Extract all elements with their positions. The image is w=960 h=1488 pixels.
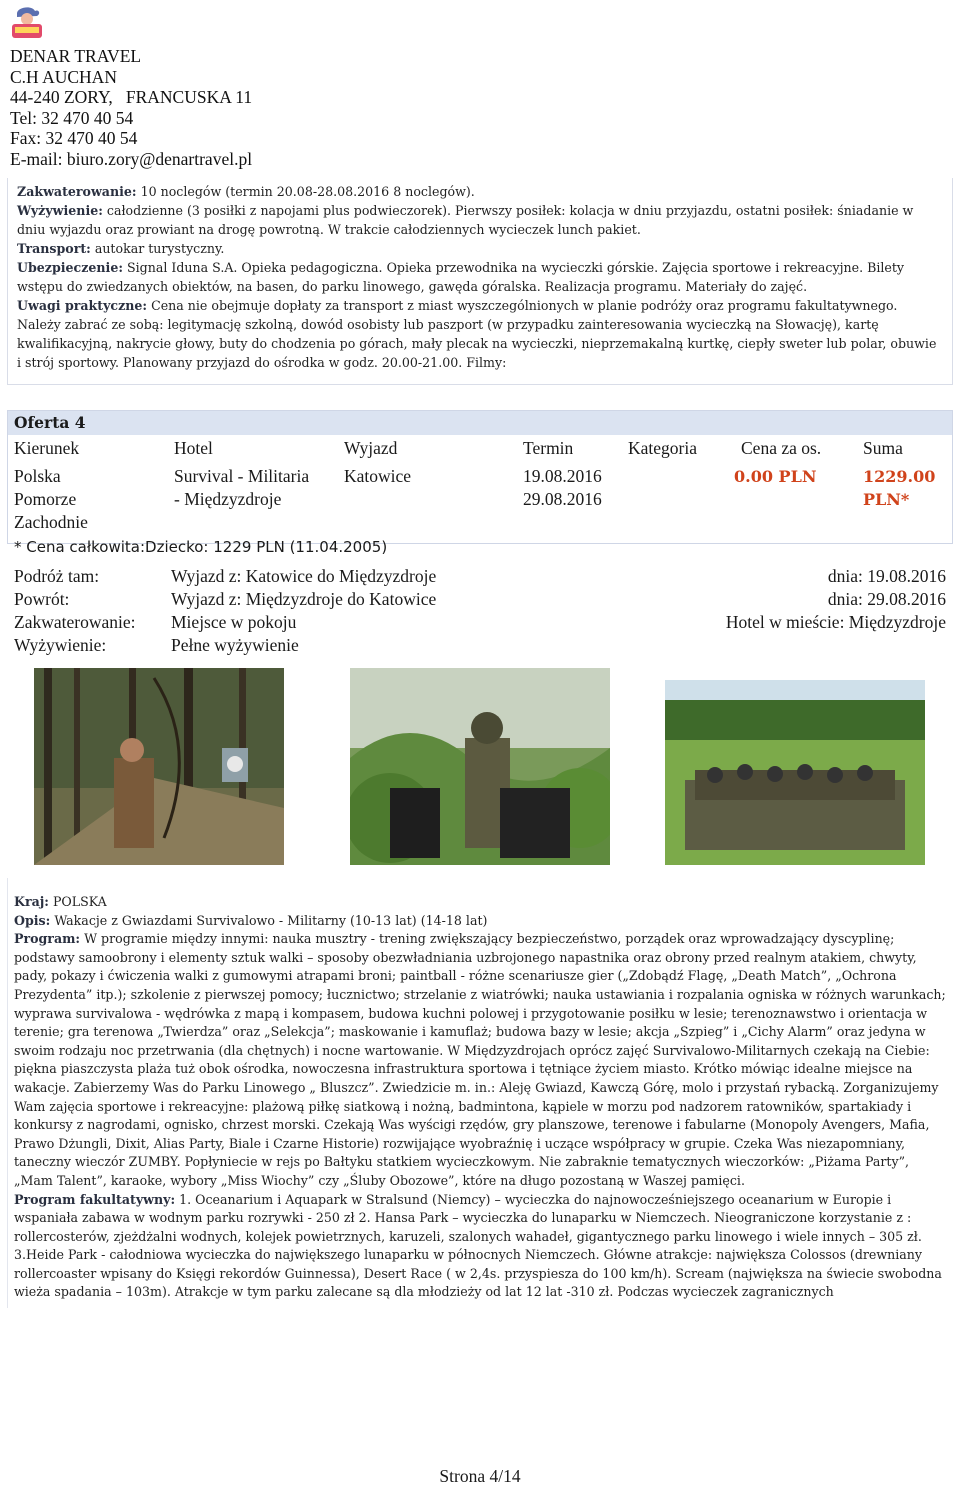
remarks-text: Cena nie obejmuje dopłaty za transport z miast wyszczególnionych w planie podróży oraz programu fakultatywnego. Należy zabrać ze sobą: legitymację szkolną, dowód osobisty lub paszport (w przypadku zainteresowania wycieczką na Słowację), kartę kwalifikacyjną, nakrycie głowy, buty do chodzenia po górach, mały plecak na wycieczki, nieprzemakalną kurtkę, ciepły sweter lub polar, obuwie i strój sportowy. Planowany przyjazd do ośrodka w godz. 20.00-21.00. Filmy: bbox=[17, 298, 937, 370]
offer-header-row bbox=[8, 435, 952, 461]
cell-price: 0.00 PLN bbox=[734, 467, 817, 486]
col-departure: Wyjazd bbox=[344, 438, 398, 458]
opis-line bbox=[14, 912, 946, 931]
side-rule bbox=[7, 878, 8, 1308]
agency-line: 44-240 ZORY, FRANCUSKA 11 bbox=[10, 87, 253, 107]
food-paragraph bbox=[17, 201, 943, 239]
sum-line: 1229.00 bbox=[863, 467, 936, 486]
travel-hotel-city: Hotel w mieście: Międzyzdroje bbox=[725, 612, 946, 632]
col-dates: Termin bbox=[523, 438, 574, 458]
agency-line: Fax: 32 470 40 54 bbox=[10, 128, 138, 148]
offer-description bbox=[14, 893, 946, 1302]
cell-direction bbox=[14, 465, 88, 534]
photo-camouflage bbox=[350, 668, 610, 865]
transport-text: autokar turystyczny. bbox=[90, 241, 225, 256]
transport-label: Transport: bbox=[17, 241, 91, 256]
col-hotel: Hotel bbox=[174, 438, 213, 458]
country-line bbox=[14, 893, 946, 912]
country-value: POLSKA bbox=[48, 894, 107, 909]
hotel-line: - Międzyzdroje bbox=[174, 489, 282, 509]
travel-row bbox=[14, 634, 946, 657]
travel-value: Miejsce w pokoju bbox=[171, 612, 297, 632]
hotel-line: Survival - Militaria bbox=[174, 466, 310, 486]
travel-value: Wyjazd z: Katowice do Międzyzdroje bbox=[171, 566, 437, 586]
optional-program-label: Program fakultatywny: bbox=[14, 1191, 176, 1207]
insurance-label: Ubezpieczenie: bbox=[17, 260, 123, 275]
col-direction: Kierunek bbox=[14, 438, 80, 458]
optional-program-text: 1. Oceanarium i Aquapark w Stralsund (Niemcy) – wycieczka do najnowocześniejszego oceanarium w Europie i wspaniała zabawa w wodnym parku rozrywki - 250 zł 2. Hansa Park – wycieczka do lunaparku w Niemczech. Nieograniczone korzystanie z : rollercosterów, zjeżdżalni wodnych, kolejek powietrznych, karuzeli, szalonych wahadeł, gigantycznego parku linowego i wiele innych – 305 zł. 3.Heide Park - całodniowa wycieczka do największego lunaparku w północnych Niemczech. Główne atrakcje: największa Colossos (drewniany rollercoaster wpisany do Księgi rekordów Guinnessa), Desert Race ( w 2,4s. przyspiesza do 100 km/h). Scream (największa na świecie swobodna wieża spadania – 103m). Atrakcje w tym parku zalecane są dla młodzieży od lat 12 lat -310 zł. Podczas wycieczek zagranicznych bbox=[14, 1191, 942, 1300]
travel-label: Wyżywienie: bbox=[14, 635, 107, 655]
program-paragraph bbox=[14, 930, 946, 1190]
agency-line: Tel: 32 470 40 54 bbox=[10, 107, 134, 128]
date-start: 19.08.2016 bbox=[523, 466, 602, 486]
travel-value: Pełne wyżywienie bbox=[171, 635, 299, 655]
transport-paragraph bbox=[17, 239, 943, 258]
insurance-text: Signal Iduna S.A. Opieka pedagogiczna. Opieka przewodnika na wycieczki górskie. Zajęcia sportowe i rekreacyjne. Bilety wstępu do zwiedzanych obiektów, na basen, do parku linowego, gawęda góralska. Realizacja programu. Materiały do zajęć. bbox=[17, 260, 905, 294]
remarks-label: Uwagi praktyczne: bbox=[17, 298, 148, 313]
cell-departure: Katowice bbox=[344, 466, 412, 486]
agency-line: DENAR TRAVEL bbox=[10, 46, 142, 66]
opis-label: Opis: bbox=[14, 912, 51, 928]
opis-value: Wakacje z Gwiazdami Survivalowo - Militarny (10-13 lat) (14-18 lat) bbox=[50, 912, 488, 928]
col-price: Cena za os. bbox=[741, 438, 822, 458]
col-sum: Suma bbox=[863, 438, 903, 458]
photo-archery bbox=[34, 668, 284, 865]
direction-line: Zachodnie bbox=[14, 512, 88, 532]
total-price-note: * Cena całkowita:Dziecko: 1229 PLN (11.04.2005) bbox=[14, 538, 388, 556]
travel-value: Wyjazd z: Międzyzdroje do Katowice bbox=[171, 589, 437, 609]
cell-dates bbox=[523, 465, 602, 511]
travel-row bbox=[14, 588, 946, 611]
accommodation-paragraph bbox=[17, 182, 943, 201]
travel-label: Podróż tam: bbox=[14, 566, 100, 586]
remarks-paragraph bbox=[17, 296, 943, 372]
travel-row bbox=[14, 611, 946, 634]
travel-row bbox=[14, 565, 946, 588]
direction-line: Polska bbox=[14, 466, 61, 486]
travel-details bbox=[14, 565, 946, 657]
conditions-box bbox=[7, 178, 953, 385]
travel-label: Zakwaterowanie: bbox=[14, 612, 136, 632]
insurance-paragraph bbox=[17, 258, 943, 296]
agency-address bbox=[10, 46, 252, 169]
program-text: W programie między innymi: nauka musztry - trening zwiększający bezpieczeństwo, porządek oraz wprowadzający dyscyplinę; podstawy samoobrony i elementy sztuk walki – sposoby obezwładniania uzbrojonego napastnika oraz obrony przed realnym atakiem, chwyty, pady, pokazy i ćwiczenia walki z gumowymi atrapami broni; paintball - różne scenariusze gier („Zdobądź Flagę, „Death Match”, „Ochrona Prezydenta” itp.); szkolenie z pierwszej pomocy; łucznictwo; strzelanie z wiatrówki; nauka ustawiania i rozpalania ogniska w różnych warunkach; wyprawa survivalowa - wędrówka z mapą i kompasem, budowa kuchni polowej i przygotowanie posiłku w lesie; terenoznawstwo i orientacja w terenie; gra terenowa „Twierdza” oraz „Selekcja”; maskowanie i kamuflaż; budowa bazy w lesie; akcja „Szpieg” i „Cichy Alarm” oraz jedyna w swoim rodzaju noc przetrwania (dla chętnych) i nocne wartowanie. W Międzyzdrojach oprócz zajęć Survivalowo-Militarnych czekają na Ciebie: piękna piaszczysta plaża tuż obok ośrodka, nowoczesna infrastruktura sportowa i tętniące życiem miasto. Krótko mówiąc idealne miejsce na wakacje. Zabierzemy Was do Parku Linowego „ Bluszcz”. Zwiedzicie m. in.: Aleję Gwiazd, Kawczą Górę, molo i przystań rybacką. Zorganizujemy Wam zajęcia sportowe i rekreacyjne: plażową piłkę siatkową i nożną, badmintona, kąpiele w morzu pod nadzorem ratowników, spartakiady i konkursy z nagrodami, ognisko, chrzest morski. Czekają Was wyścigi rzędów, gry planszowe, terenowe i fabularne (Monopoly Avengers, Mafia, Prawo Dżungli, Dixit, Alias Party, Biale i Czarne Historie) rozwijające wyobraźnię i uczące współpracy w grupie. Czeka Was niezapomniany, taneczny wieczór ZUMBY. Popłyniecie w rejs po Bałtyku statkiem wycieczkowym. Nie zabraknie tematycznych wieczorków: „Piżama Party”, „Mam Talent”, karaoke, wybory „Miss Wiochy” czy „Śluby Obozowe”, które na długo pozostaną w Waszej pamięci. bbox=[14, 931, 946, 1188]
photo-paintball-group bbox=[665, 680, 925, 865]
cell-sum bbox=[863, 465, 935, 511]
cell-hotel bbox=[174, 465, 309, 511]
accommodation-label: Zakwaterowanie: bbox=[17, 184, 137, 199]
sum-line: PLN* bbox=[863, 490, 910, 509]
country-label: Kraj: bbox=[14, 894, 49, 909]
agency-line: C.H AUCHAN bbox=[10, 66, 117, 87]
offer-title: Oferta 4 bbox=[8, 411, 952, 435]
program-label: Program: bbox=[14, 931, 81, 947]
direction-line: Pomorze bbox=[14, 489, 77, 509]
page-number: Strona 4/14 bbox=[439, 1466, 521, 1486]
col-category: Kategoria bbox=[628, 438, 697, 458]
accommodation-text: 10 noclegów (termin 20.08-28.08.2016 8 noclegów). bbox=[136, 184, 475, 199]
travel-date: dnia: 19.08.2016 bbox=[827, 566, 946, 586]
date-end: 29.08.2016 bbox=[523, 489, 602, 509]
agency-email: E-mail: biuro.zory@denartravel.pl bbox=[10, 148, 253, 169]
travel-date: dnia: 29.08.2016 bbox=[827, 589, 946, 609]
travel-label: Powrót: bbox=[14, 589, 70, 609]
offer-table bbox=[7, 410, 953, 544]
optional-program-paragraph bbox=[14, 1191, 946, 1303]
food-label: Wyżywienie: bbox=[17, 203, 103, 218]
food-text: całodzienne (3 posiłki z napojami plus podwieczorek). Pierwszy posiłek: kolacja w dniu przyjazdu, ostatni posiłek: śniadanie w dniu wyjazdu oraz prowiant na drogę powrotną. W trakcie całodziennych wycieczek lunch pakiet. bbox=[17, 203, 914, 237]
company-logo bbox=[8, 4, 46, 40]
